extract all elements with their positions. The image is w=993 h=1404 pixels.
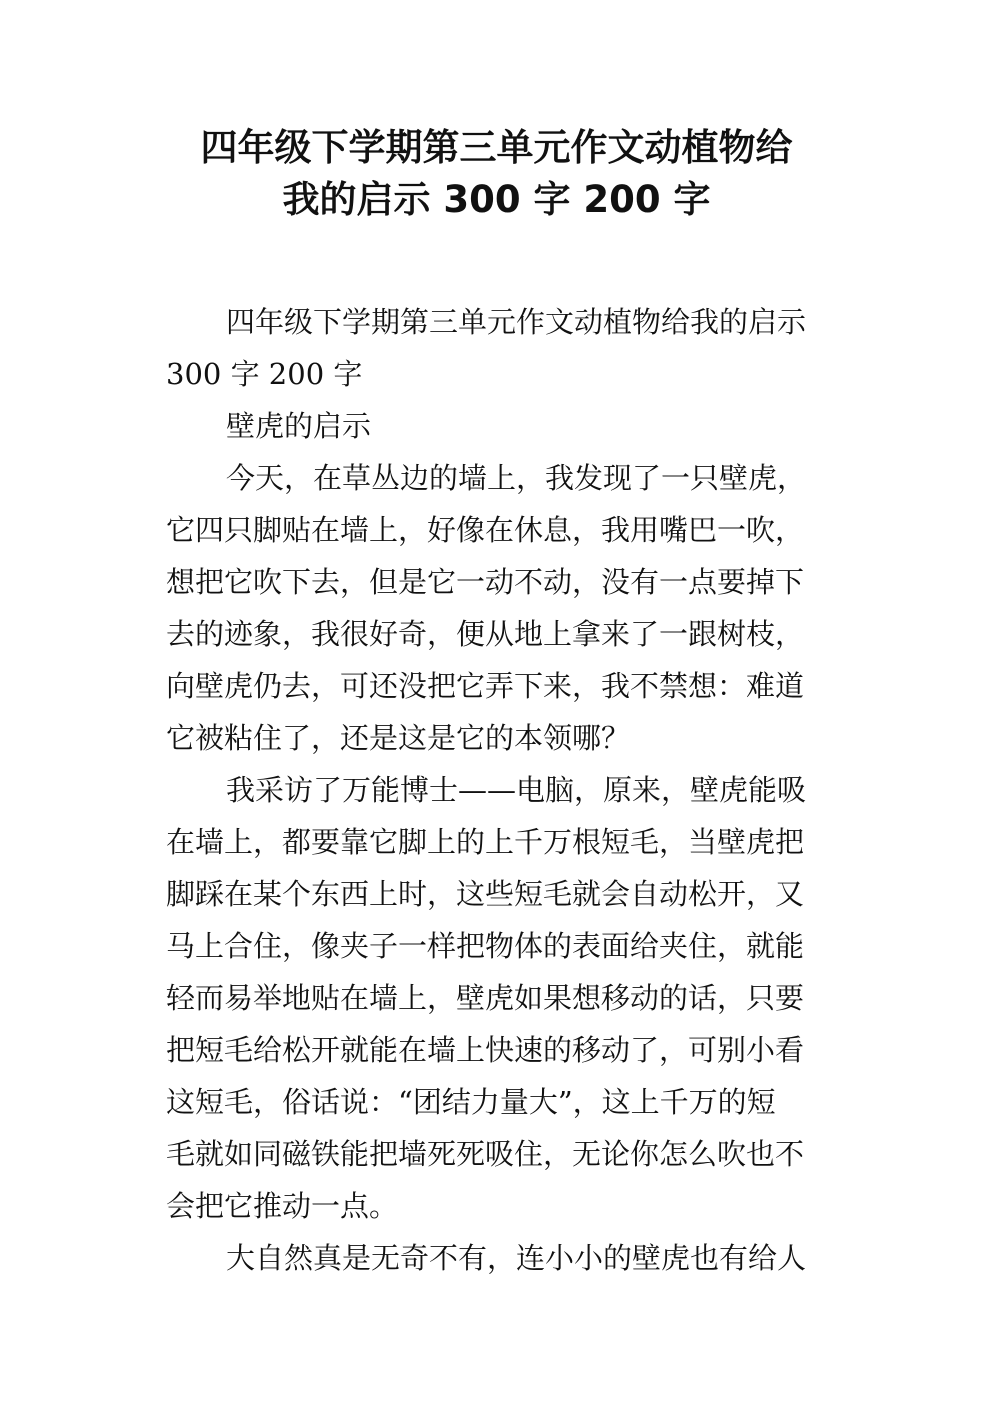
title-line: 四年级下学期第三单元作文动植物给 bbox=[200, 126, 793, 169]
text-line: 这短毛，俗话说：“团结力量大”，这上千万的短 bbox=[166, 1085, 776, 1119]
text-line: 它四只脚贴在墙上，好像在休息，我用嘴巴一吹， bbox=[166, 513, 805, 547]
document-body bbox=[166, 296, 830, 1284]
text-line: 轻而易举地贴在墙上，壁虎如果想移动的话，只要 bbox=[166, 981, 805, 1015]
text-line: 我采访了万能博士——电脑，原来，壁虎能吸 bbox=[226, 773, 807, 807]
text-line: 毛就如同磁铁能把墙死死吸住，无论你怎么吹也不 bbox=[166, 1137, 805, 1171]
text-line: 脚踩在某个东西上时，这些短毛就会自动松开，又 bbox=[166, 877, 805, 911]
text-line: 壁虎的启示 bbox=[226, 409, 372, 443]
text-line: 大自然真是无奇不有，连小小的壁虎也有给人 bbox=[226, 1241, 807, 1275]
text-line: 把短毛给松开就能在墙上快速的移动了，可别小看 bbox=[166, 1033, 805, 1067]
document-title bbox=[0, 122, 993, 226]
text-line: 想把它吹下去，但是它一动不动，没有一点要掉下 bbox=[166, 565, 805, 599]
text-line: 300 字 200 字 bbox=[166, 357, 363, 391]
text-line: 马上合住，像夹子一样把物体的表面给夹住，就能 bbox=[166, 929, 805, 963]
text-line: 去的迹象，我很好奇，便从地上拿来了一跟树枝， bbox=[166, 617, 805, 651]
text-line: 它被粘住了，还是这是它的本领哪？ bbox=[166, 721, 631, 755]
text-line: 四年级下学期第三单元作文动植物给我的启示 bbox=[226, 305, 807, 339]
text-line: 在墙上，都要靠它脚上的上千万根短毛，当壁虎把 bbox=[166, 825, 805, 859]
text-line: 今天，在草丛边的墙上，我发现了一只壁虎， bbox=[226, 461, 807, 495]
text-line: 向壁虎仍去，可还没把它弄下来，我不禁想：难道 bbox=[166, 669, 805, 703]
text-line: 会把它推动一点。 bbox=[166, 1189, 399, 1223]
title-line: 我的启示 300 字 200 字 bbox=[282, 178, 711, 221]
